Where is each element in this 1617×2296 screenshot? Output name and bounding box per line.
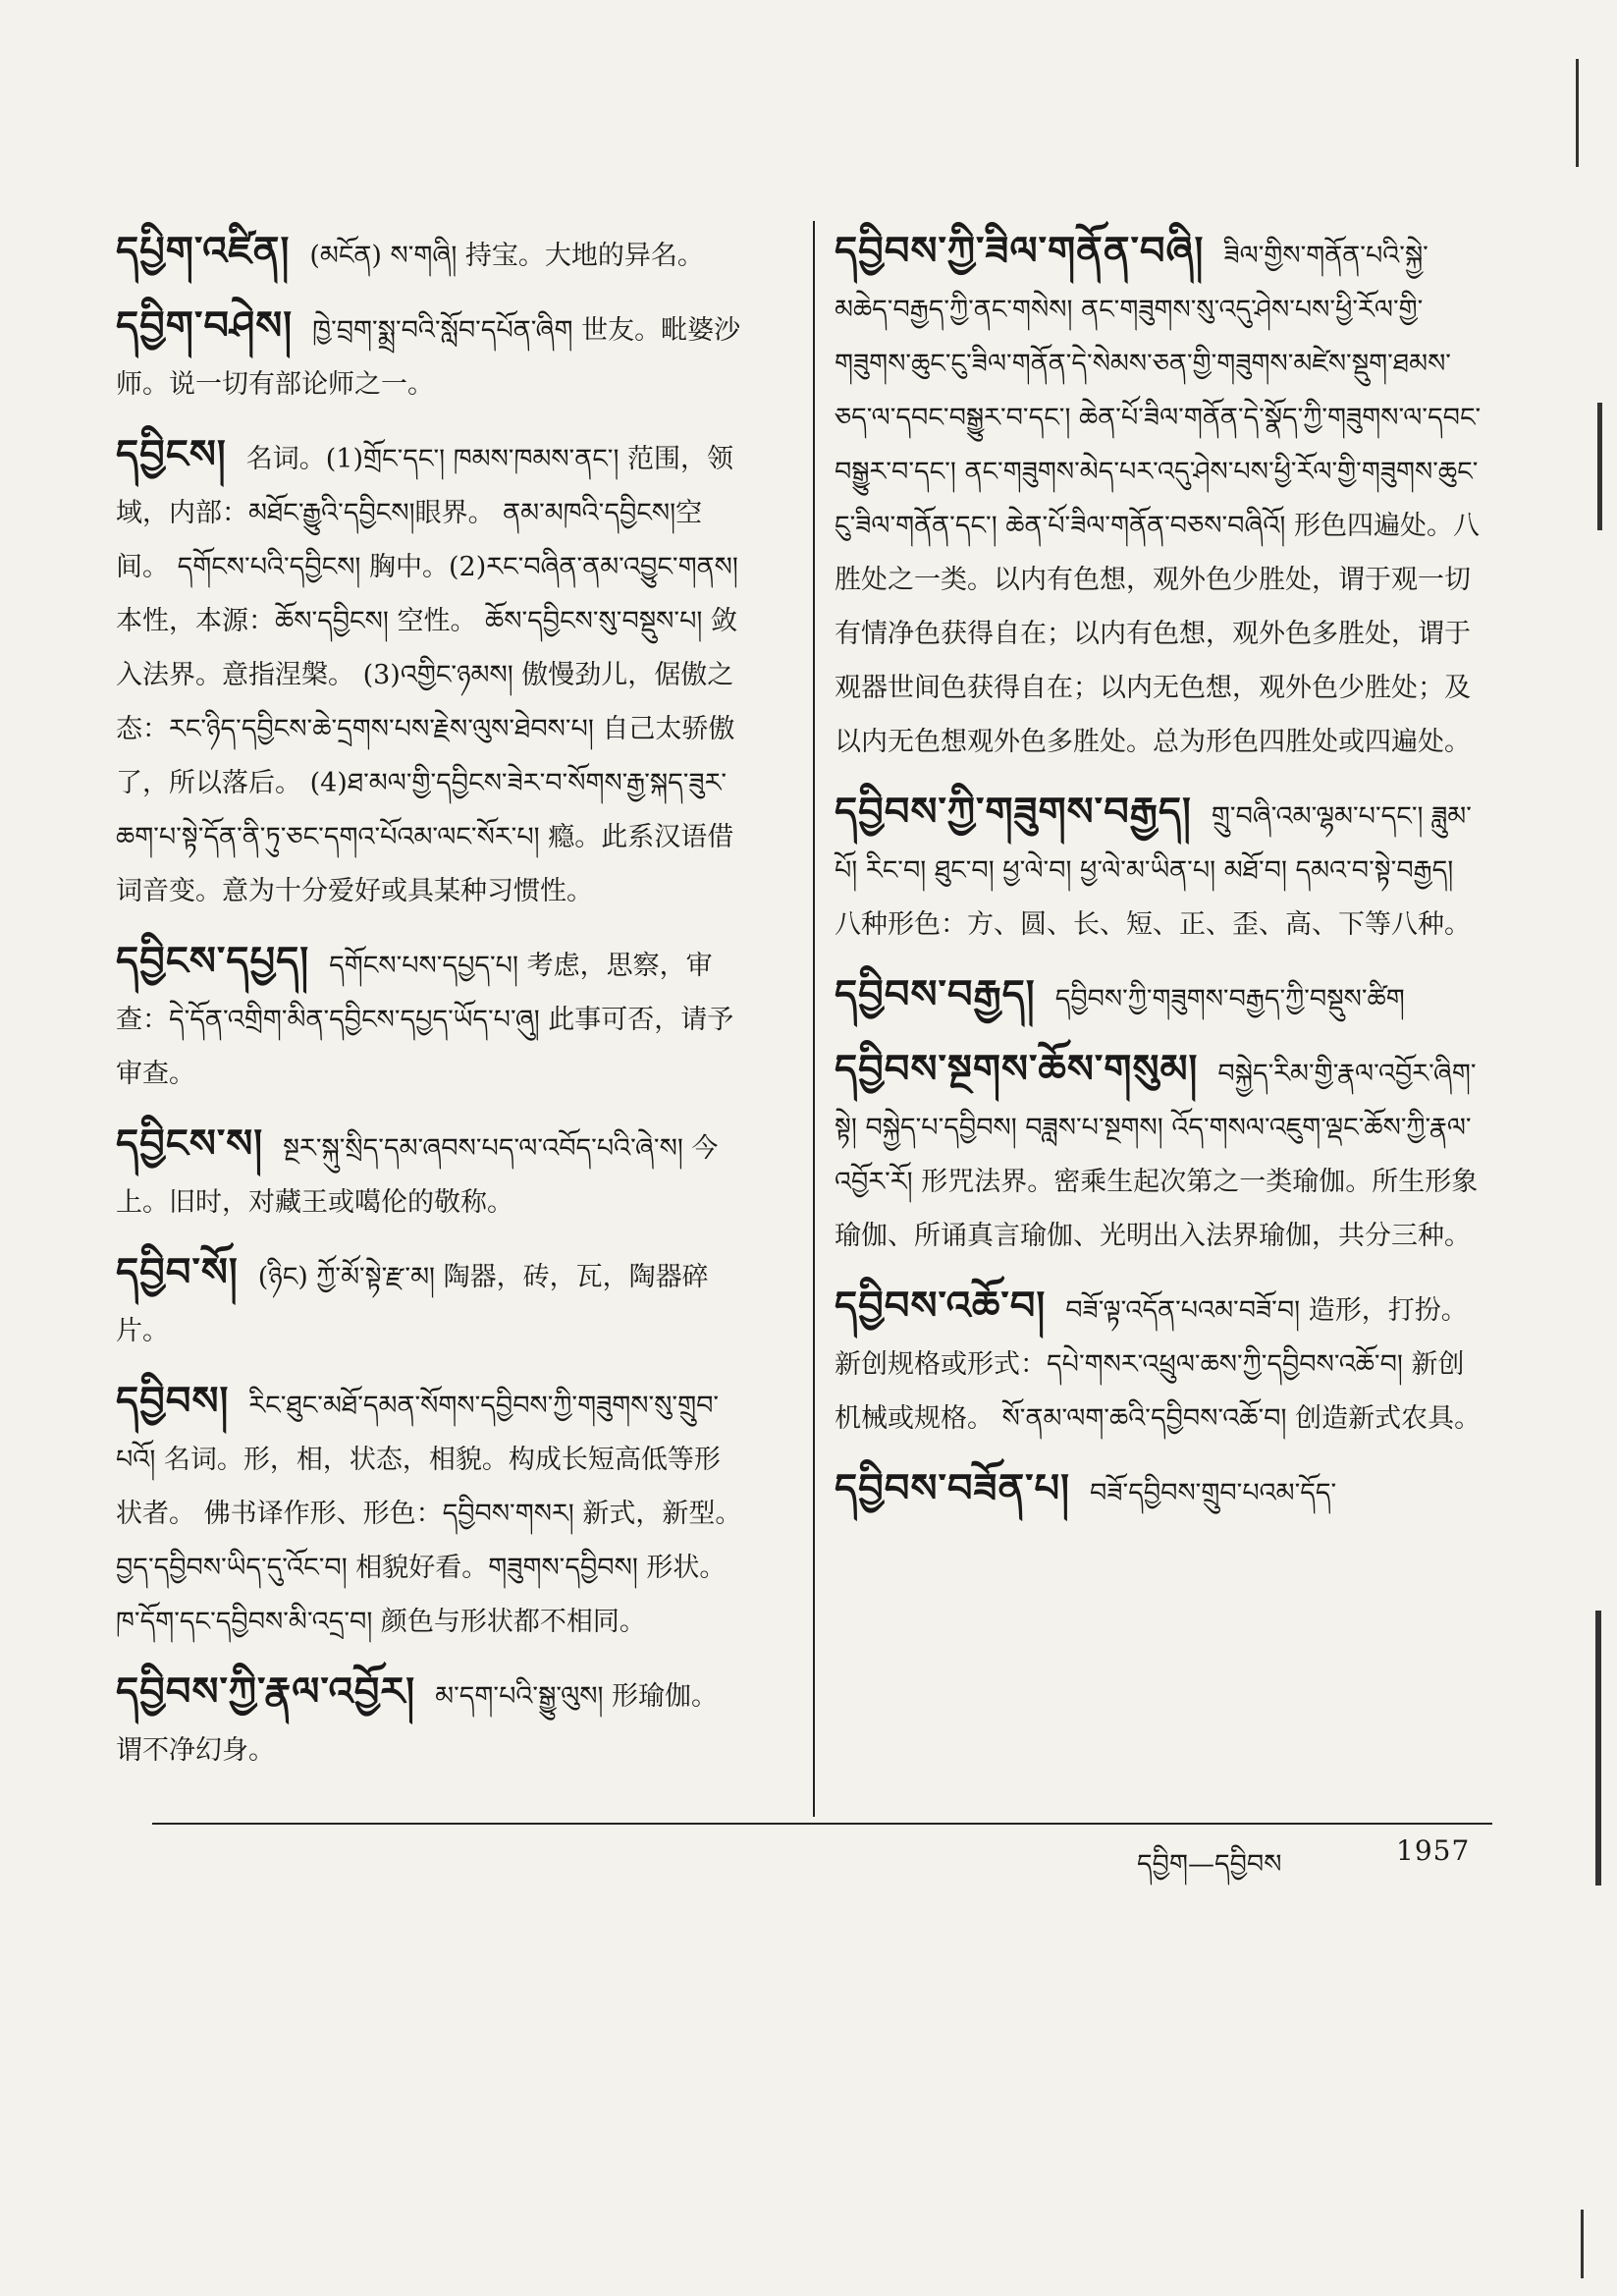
- dictionary-entry: [116, 1245, 744, 1358]
- entry-headword: དབྱིངས་ས།: [116, 1121, 264, 1167]
- entry-definition: བཟོ་ལྟ་འདོན་པའམ་བཟོ་བ། 造形，打扮。新创规格或形式：དཔེ་གསར་འཕྲུལ་ཆས་ཀྱི་དབྱིབས་འཆོ་བ། 新创机械或规格。 སོ་ནམ་ལག་ཆའི་དབྱིབས་འཆོ་བ། 创造新式农具。: [835, 1295, 1482, 1434]
- entry-definition: རིང་ཐུང་མཐོ་དམན་སོགས་དབྱིབས་ཀྱི་གཟུགས་སུ་གྲུབ་པའོ། 名词。形，相，状态，相貌。构成长短高低等形状者。 佛书译作形、形色：དབྱིབས་གསར། 新式，新型。 བྱད་དབྱིབས་ཡིད་དུ་འོང་བ། 相貌好看。གཟུགས་དབྱིབས། 形状。ཁ་དོག་དང་དབྱིབས་མི་འདྲ་བ། 颜色与形状都不相同。: [116, 1391, 742, 1637]
- footer-rule: [152, 1823, 1492, 1825]
- scan-edge-mark: [1576, 59, 1579, 167]
- entry-definition: བསྐྱེད་རིམ་གྱི་རྣལ་འབྱོར་ཞིག་སྟེ། བསྐྱེད་པ་དབྱིབས། བཟླས་པ་སྔགས། འོད་གསལ་འཇུག་ལྡང་ཆོས་ཀྱི་རྣལ་འབྱོར་རོ། 形咒法界。密乘生起次第之一类瑜伽。所生形象瑜伽、所诵真言瑜伽、光明出入法界瑜伽，共分三种。: [835, 1059, 1479, 1251]
- entry-headword: དབྱིབས་བརྒྱད།: [835, 971, 1036, 1017]
- column-divider: [813, 221, 815, 1817]
- right-column: [835, 224, 1482, 1536]
- dictionary-entry: [116, 427, 744, 918]
- dictionary-entry: [116, 224, 744, 283]
- dictionary-entry: [835, 224, 1482, 769]
- entry-definition: 名词。(1)གྲོང་དང་། ཁམས་ཁམས་ནང་། 范围，领域，内部：མཐོང་རྒྱུའི་དབྱིངས།眼界。 ནམ་མཁའི་དབྱིངས།空间。 དགོངས་པའི་དབྱིངས། 胸中。(2)རང་བཞིན་ནམ་འབྱུང་གནས། 本性，本源：ཆོས་དབྱིངས། 空性。 ཆོས་དབྱིངས་སུ་བསྡུས་པ། 敛入法界。意指涅槃。 (3)འགྱིང་ཉམས། 傲慢劲儿，倨傲之态：རང་ཉིད་དབྱིངས་ཆེ་དྲགས་པས་རྗེས་ལུས་ཐེབས་པ། 自己太骄傲了，所以落后。 (4)ཐ་མལ་གྱི་དབྱིངས་ཟེར་བ་སོགས་རྒྱ་སྐད་ཟུར་ཆག་པ་སྟེ་དོན་ནི་ཏུ་ཅང་དགའ་པོའམ་ལང་སོར་པ། 瘾。此系汉语借词音变。意为十分爱好或具某种习惯性。: [116, 444, 738, 906]
- dictionary-entry: [116, 1117, 744, 1230]
- dictionary-entry: [835, 785, 1482, 952]
- entry-definition: དགོངས་པས་དཔྱད་པ། 考虑，思察，审查：དེ་དོན་འགྲིག་མིན་དབྱིངས་དཔྱད་ཡོད་པ་ཞུ། 此事可否，请予审查。: [116, 951, 734, 1089]
- entry-definition: སྔར་སྐུ་སྲིད་དམ་ཞབས་པད་ལ་འབོད་པའི་ཞེ་ས། 今上。旧时，对藏王或噶伦的敬称。: [116, 1133, 719, 1218]
- entry-headword: དབྱིབས་བཟོན་པ།: [835, 1465, 1071, 1511]
- entry-definition: དབྱིབས་ཀྱི་གཟུགས་བརྒྱད་ཀྱི་བསྡུས་ཚིག: [1054, 984, 1405, 1014]
- page-number: 1957: [1396, 1834, 1471, 1867]
- entry-definition: གྲུ་བཞི་འམ་ལྷམ་པ་དང་། ཟླུམ་པོ། རིང་བ། ཐུང་བ། ཕྱ་ལེ་བ། ཕྱ་ལེ་མ་ཡིན་པ། མཐོ་བ། དམའ་བ་སྟེ་བརྒྱད། 八种形色：方、圆、长、短、正、歪、高、下等八种。: [835, 801, 1472, 940]
- scan-edge-mark: [1581, 2210, 1584, 2278]
- scan-edge-mark: [1597, 403, 1602, 530]
- entry-definition: ཟིལ་གྱིས་གནོན་པའི་སྐྱེ་མཆེད་བརྒྱད་ཀྱི་ནང་གསེས། ནང་གཟུགས་སུ་འདུ་ཤེས་པས་ཕྱི་རོལ་གྱི་གཟུགས་ཆུང་ངུ་ཟིལ་གནོན་དེ་སེམས་ཅན་གྱི་གཟུགས་མཛེས་སྡུག་ཐམས་ཅད་ལ་དབང་བསྒྱུར་བ་དང་། ཆེན་པོ་ཟིལ་གནོན་དེ་སྣོད་ཀྱི་གཟུགས་ལ་དབང་བསྒྱུར་བ་དང་། ནང་གཟུགས་མེད་པར་འདུ་ཤེས་པས་ཕྱི་རོལ་གྱི་གཟུགས་ཆུང་ངུ་ཟིལ་གནོན་དང་། ཆེན་པོ་ཟིལ་གནོན་བཅས་བཞིའོ། 形色四遍处。八胜处之一类。以内有色想，观外色少胜处，谓于观一切有情净色获得自在；以内有色想，观外色多胜处，谓于观器世间色获得自在；以内无色想，观外色少胜处；及以内无色想观外色多胜处。总为形色四胜处或四遍处。: [835, 241, 1482, 757]
- entry-definition: བཟོ་དབྱིབས་གྲུབ་པའམ་དོད་: [1090, 1478, 1337, 1508]
- entry-headword: དབྱིབས་ཀྱི་རྣལ་འབྱོར།: [116, 1668, 416, 1715]
- entry-definition: མ་དག་པའི་སྒྱུ་ལུས། 形瑜伽。谓不净幻身。: [116, 1681, 719, 1766]
- entry-headword: དབྱིབས།: [116, 1378, 230, 1424]
- scan-edge-mark: [1595, 1611, 1601, 1886]
- running-head: དབྱིག—དབྱིབས: [1137, 1849, 1282, 1880]
- entry-definition: (ཉིང) ཀྱོ་མོ་སྟེ་རྫ་མ། 陶器，砖，瓦，陶器碎片。: [116, 1262, 709, 1346]
- entry-headword: དཔྱིག་འཛིན།: [116, 228, 291, 274]
- dictionary-entry: [116, 934, 744, 1101]
- entry-headword: དབྱིབ་སོ།: [116, 1249, 239, 1295]
- dictionary-entry: [835, 967, 1482, 1026]
- dictionary-entry: [835, 1279, 1482, 1446]
- entry-headword: དབྱིབས་འཆོ་བ།: [835, 1283, 1047, 1329]
- entry-definition: ཁྱེ་བྲག་སྨྲ་བའི་སློབ་དཔོན་ཞིག 世友。毗婆沙师。说一切有部论师之一。: [116, 315, 741, 400]
- dictionary-entry: [116, 1374, 744, 1649]
- entry-definition: (མངོན) ས་གཞི། 持宝。大地的异名。: [309, 241, 704, 271]
- dictionary-entry: [116, 1665, 744, 1777]
- entry-headword: དབྱིབས་སྔགས་ཆོས་གསུམ།: [835, 1046, 1199, 1092]
- entry-headword: དབྱིབས་ཀྱི་ཟིལ་གནོན་བཞི།: [835, 228, 1205, 274]
- entry-headword: དབྱིངས།: [116, 431, 227, 477]
- entry-headword: དབྱིངས་དཔྱད།: [116, 938, 310, 984]
- entry-headword: དབྱིབས་ཀྱི་གཟུགས་བརྒྱད།: [835, 789, 1192, 835]
- dictionary-entry: [835, 1042, 1482, 1263]
- dictionary-entry: [835, 1461, 1482, 1520]
- entry-headword: དབྱིག་བཤེས།: [116, 302, 294, 349]
- left-column: [116, 224, 744, 1793]
- dictionary-entry: [116, 299, 744, 411]
